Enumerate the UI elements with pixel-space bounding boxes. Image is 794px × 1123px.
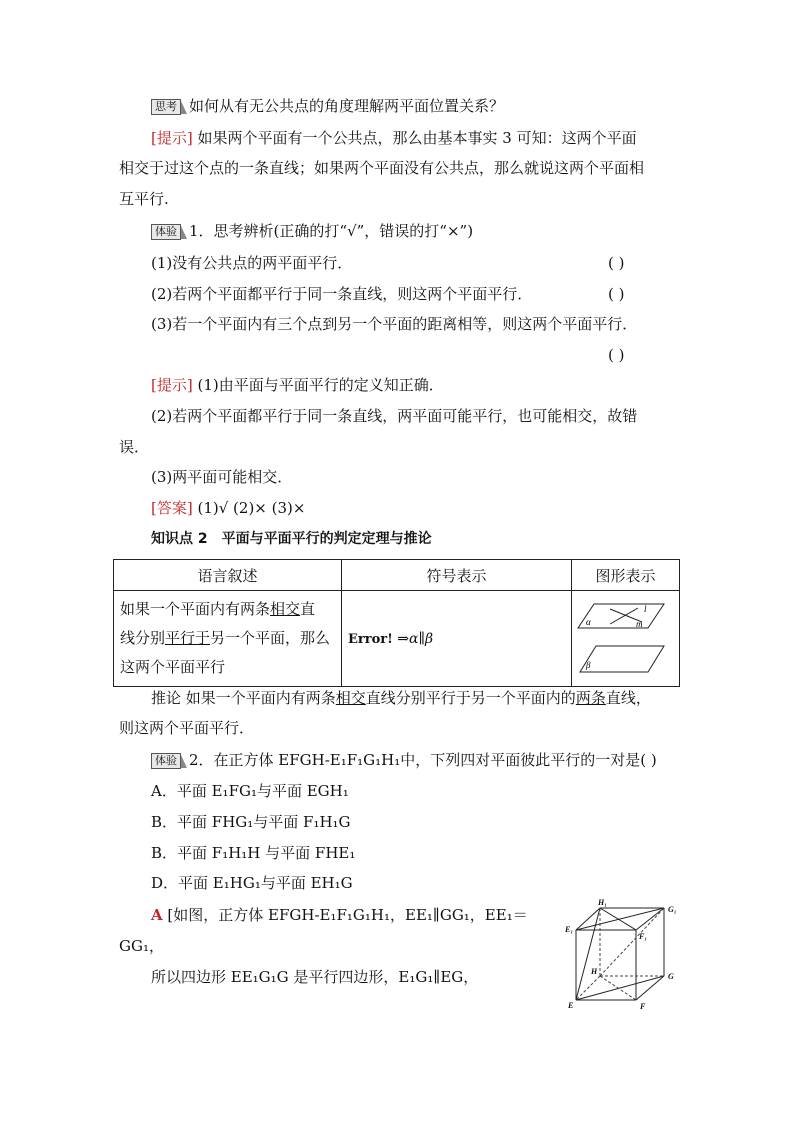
exp1-paren-2: ( ) xyxy=(608,285,625,303)
label-l: l xyxy=(643,603,647,614)
plane-beta xyxy=(580,646,664,672)
exp1-hint-line-3: 误． xyxy=(119,438,150,456)
exp2-option-a: A．平面 E₁FG₁与平面 EGH₁ xyxy=(151,782,349,800)
exp1-answer-line: [答案] (1)√ (2)× (3)× xyxy=(151,499,306,517)
think-hint-tag: [提示] xyxy=(151,129,193,147)
exp2-solution-line-1: A [如图，正方体 EFGH-E₁F₁G₁H₁，EE₁∥GG₁，EE₁＝ xyxy=(151,906,528,924)
label-alpha: α xyxy=(585,616,591,627)
exp2-option-b: B．平面 FHG₁与平面 F₁H₁G xyxy=(151,813,351,831)
exp1-hint-tag: [提示] xyxy=(151,376,193,394)
exp2-solution-line-3: 所以四边形 EE₁G₁G 是平行四边形，E₁G₁∥EG， xyxy=(151,968,479,986)
exp1-title: 1．思考辨析(正确的打“√”，错误的打“×”) xyxy=(189,222,474,240)
kp2-table xyxy=(113,559,680,687)
exp1-title-line xyxy=(151,221,473,241)
kp2-symbol-cell: Error! ⇒α∥β xyxy=(342,591,572,687)
exp2-question: 2．在正方体 EFGH-E₁F₁G₁H₁中，下列四对平面彼此平行的一对是( ) xyxy=(189,751,657,769)
think-tag: 思考 xyxy=(151,99,181,115)
kp2-header-desc: 语言叙述 xyxy=(114,560,342,591)
kp2-desc-cell: 如果一个平面内有两条相交直 线分别平行于另一个平面，那么 这两个平面平行 xyxy=(114,591,342,687)
label-G1: G₁ xyxy=(668,905,677,914)
label-F1: F₁ xyxy=(639,932,648,941)
exp1-tag: 体验 xyxy=(151,224,181,240)
kp2-title: 知识点 2 平面与平面平行的判定定理与推论 xyxy=(151,531,432,547)
exp2-question-line xyxy=(151,750,657,770)
exp1-hint-line-2: (2)若两个平面都平行于同一条直线，两平面可能平行，也可能相交，故错 xyxy=(151,407,638,425)
think-hint-line-1: [提示] 如果两个平面有一个公共点，那么由基本事实 3 可知：这两个平面 xyxy=(151,129,637,147)
label-m: m xyxy=(635,618,643,629)
kp2-header-symbol: 符号表示 xyxy=(342,560,572,591)
plane-alpha xyxy=(578,604,664,628)
label-beta: β xyxy=(585,659,591,670)
think-question-line xyxy=(151,96,504,116)
exp1-item-2: (2)若两个平面都平行于同一条直线，则这两个平面平行． xyxy=(151,285,533,303)
think-hint-line-2: 相交于过这个点的一条直线；如果两个平面没有公共点，那么就说这两个平面相 xyxy=(119,159,645,177)
exp1-item-1: (1)没有公共点的两平面平行． xyxy=(151,254,353,272)
label-E1: E₁ xyxy=(565,925,574,934)
exp1-hint-line-1: [提示] (1)由平面与平面平行的定义知正确． xyxy=(151,376,444,394)
exp2-tag: 体验 xyxy=(151,753,181,769)
kp2-header-figure: 图形表示 xyxy=(572,560,680,591)
label-F: F xyxy=(640,1002,646,1011)
exp1-paren-3: ( ) xyxy=(608,346,625,364)
label-H: H xyxy=(591,967,598,976)
think-question: 如何从有无公共点的角度理解两平面位置关系？ xyxy=(189,97,505,115)
exp2-option-d: D．平面 E₁HG₁与平面 EH₁G xyxy=(151,874,353,892)
exp1-hint-line-4: (3)两平面可能相交． xyxy=(151,468,293,486)
label-G: G xyxy=(668,972,674,981)
cube-figure xyxy=(562,896,688,1014)
label-H1: H₁ xyxy=(598,898,608,907)
kp2-corollary-line-1: 推论 如果一个平面内有两条相交直线分别平行于另一个平面内的两条直线， xyxy=(151,689,651,707)
exp2-answer-letter: A xyxy=(151,906,163,924)
kp2-figure-cell xyxy=(572,591,680,687)
label-E: E xyxy=(568,1001,574,1010)
kp2-corollary-line-2: 则这两个平面平行． xyxy=(119,719,255,737)
parallel-planes-figure xyxy=(576,594,676,680)
exp2-solution-line-2: GG₁， xyxy=(119,937,164,955)
exp1-paren-1: ( ) xyxy=(608,254,625,272)
exp1-item-3: (3)若一个平面内有三个点到另一个平面的距离相等，则这两个平面平行． xyxy=(151,315,638,333)
exp2-option-c: B．平面 F₁H₁H 与平面 FHE₁ xyxy=(151,844,356,862)
exp1-answer-tag: [答案] xyxy=(151,499,193,517)
think-hint-line-3: 互平行. xyxy=(119,190,169,208)
error-text: Error! xyxy=(348,631,393,647)
